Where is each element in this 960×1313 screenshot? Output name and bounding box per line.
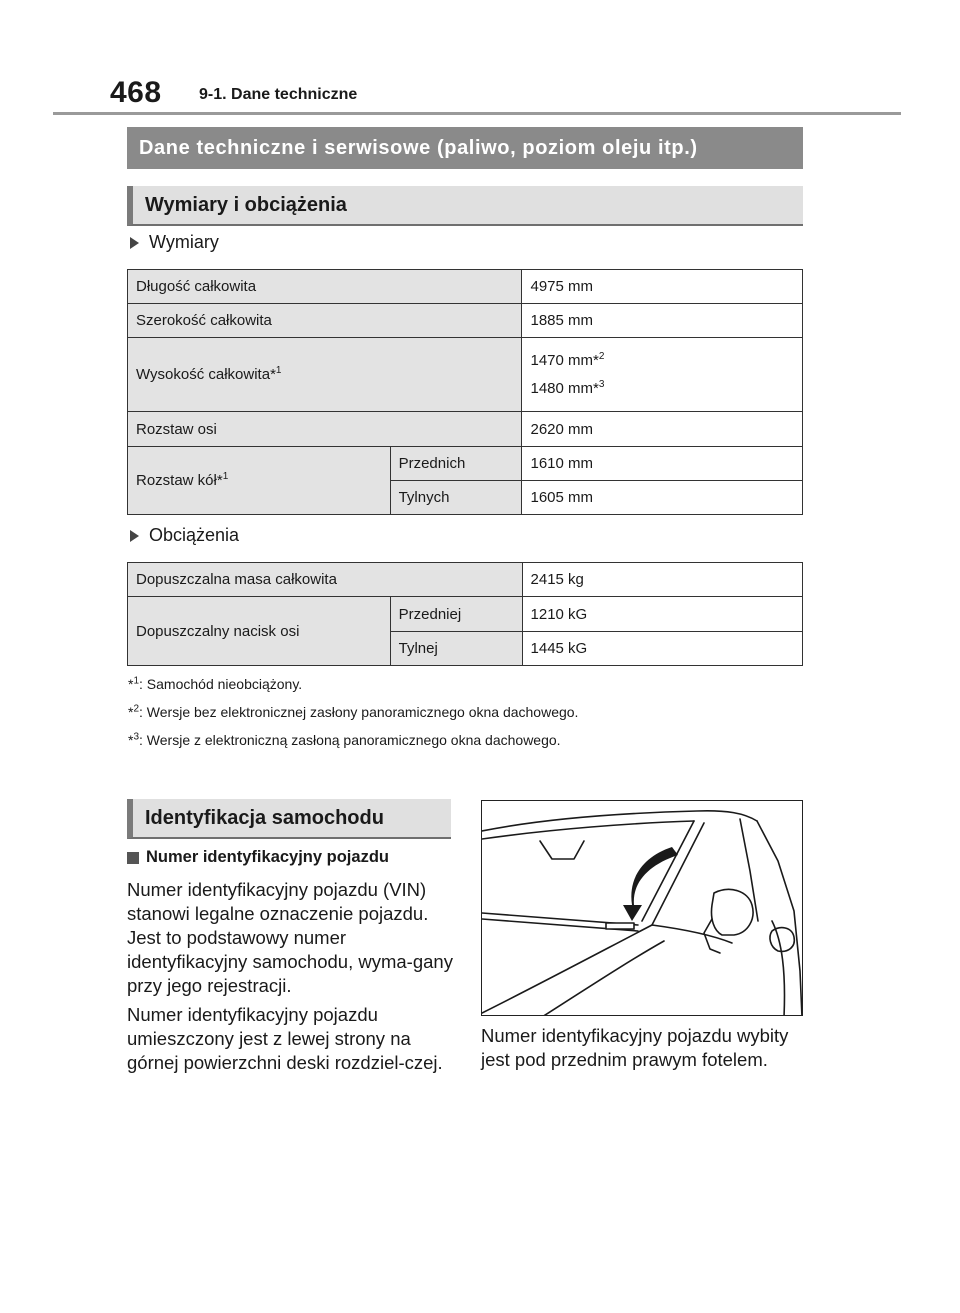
table-row bbox=[128, 338, 803, 412]
axle-front-label: Przedniej bbox=[390, 597, 522, 632]
triangle-bullet-icon bbox=[130, 237, 139, 249]
axle-front-value: 1210 kG bbox=[522, 597, 802, 632]
figure-caption: Numer identyfikacyjny pojazdu wybity jest pod przednim prawym fotelem. bbox=[481, 1025, 789, 1070]
track-rear-value: 1605 mm bbox=[522, 481, 803, 515]
loads-heading-text: Obciążenia bbox=[149, 525, 240, 545]
height-value-2-sup: 3 bbox=[598, 378, 605, 390]
footnote-sup: 1 bbox=[133, 675, 140, 687]
axle-rear-value: 1445 kG bbox=[522, 632, 802, 666]
height-value-1: 1470 mm* bbox=[530, 351, 599, 369]
track-label: Rozstaw kół* bbox=[136, 472, 223, 489]
table-row bbox=[128, 270, 803, 304]
length-label: Długość całkowita bbox=[128, 270, 522, 304]
height-value-1-sup: 2 bbox=[598, 350, 605, 362]
square-bullet-icon bbox=[127, 852, 139, 864]
length-value: 4975 mm bbox=[522, 270, 803, 304]
footnote-3 bbox=[128, 732, 561, 748]
track-front-label: Przednich bbox=[390, 447, 522, 481]
vin-paragraph-2: Numer identyfikacyjny pojazdu umieszczony jest z lewej strony na górnej powierzchni deski rozdziel-czej. bbox=[127, 1004, 443, 1073]
triangle-bullet-icon bbox=[130, 530, 139, 542]
vin-heading-text: Numer identyfikacyjny pojazdu bbox=[146, 848, 389, 866]
table-row bbox=[128, 563, 803, 597]
height-value-1-line bbox=[530, 347, 794, 375]
axle-load-label: Dopuszczalny nacisk osi bbox=[128, 597, 391, 666]
footnote-text: : Wersje z elektroniczną zasłoną panoramicznego okna dachowego. bbox=[139, 732, 561, 748]
dimensions-heading bbox=[130, 232, 219, 253]
footnote-mark: * bbox=[128, 732, 134, 748]
chapter-banner: Dane techniczne i serwisowe (paliwo, poziom oleju itp.) bbox=[127, 127, 803, 169]
gross-weight-label: Dopuszczalna masa całkowita bbox=[128, 563, 523, 597]
footnote-text: : Samochód nieobciążony. bbox=[139, 676, 303, 692]
table-row bbox=[128, 304, 803, 338]
loads-table bbox=[127, 562, 803, 666]
track-rear-label: Tylnych bbox=[390, 481, 522, 515]
height-value-2-line bbox=[530, 375, 794, 403]
identification-section-banner: Identyfikacja samochodu bbox=[127, 799, 451, 839]
footnote-mark: * bbox=[128, 704, 134, 720]
track-label-cell bbox=[128, 447, 391, 515]
track-label-sup: 1 bbox=[222, 471, 229, 482]
height-value-2: 1480 mm* bbox=[530, 379, 599, 397]
table-row bbox=[128, 597, 803, 632]
dimensions-heading-text: Wymiary bbox=[149, 232, 219, 252]
vin-paragraph-1: Numer identyfikacyjny pojazdu (VIN) stanowi legalne oznaczenie pojazdu. Jest to podstawowy numer identyfikacyjny samochodu, wyma-gany przy jego rejestracji. bbox=[127, 879, 453, 996]
axle-rear-label: Tylnej bbox=[390, 632, 522, 666]
footnote-mark: * bbox=[128, 676, 134, 692]
height-label-sup: 1 bbox=[275, 365, 282, 376]
footnote-sup: 2 bbox=[133, 703, 140, 715]
gross-weight-value: 2415 kg bbox=[522, 563, 802, 597]
wheelbase-label: Rozstaw osi bbox=[128, 412, 522, 447]
dimensions-table bbox=[127, 269, 803, 515]
width-value: 1885 mm bbox=[522, 304, 803, 338]
header-rule bbox=[53, 112, 901, 115]
dimensions-section-banner: Wymiary i obciążenia bbox=[127, 186, 803, 226]
footnote-text: : Wersje bez elektronicznej zasłony panoramicznego okna dachowego. bbox=[139, 704, 579, 720]
section-path: 9-1. Dane techniczne bbox=[199, 86, 358, 103]
height-label-cell bbox=[128, 338, 522, 412]
loads-heading bbox=[130, 525, 239, 546]
height-value-cell bbox=[522, 338, 803, 412]
height-label: Wysokość całkowita* bbox=[136, 366, 276, 383]
wheelbase-value: 2620 mm bbox=[522, 412, 803, 447]
vin-heading bbox=[127, 848, 389, 867]
footnote-sup: 3 bbox=[133, 731, 140, 743]
width-label: Szerokość całkowita bbox=[128, 304, 522, 338]
page-number: 468 bbox=[110, 76, 162, 109]
table-row bbox=[128, 412, 803, 447]
footnote-1 bbox=[128, 676, 302, 692]
table-row bbox=[128, 447, 803, 481]
track-front-value: 1610 mm bbox=[522, 447, 803, 481]
vin-location-figure bbox=[481, 800, 803, 1016]
car-windshield-illustration bbox=[482, 801, 803, 1016]
footnote-2 bbox=[128, 704, 578, 720]
